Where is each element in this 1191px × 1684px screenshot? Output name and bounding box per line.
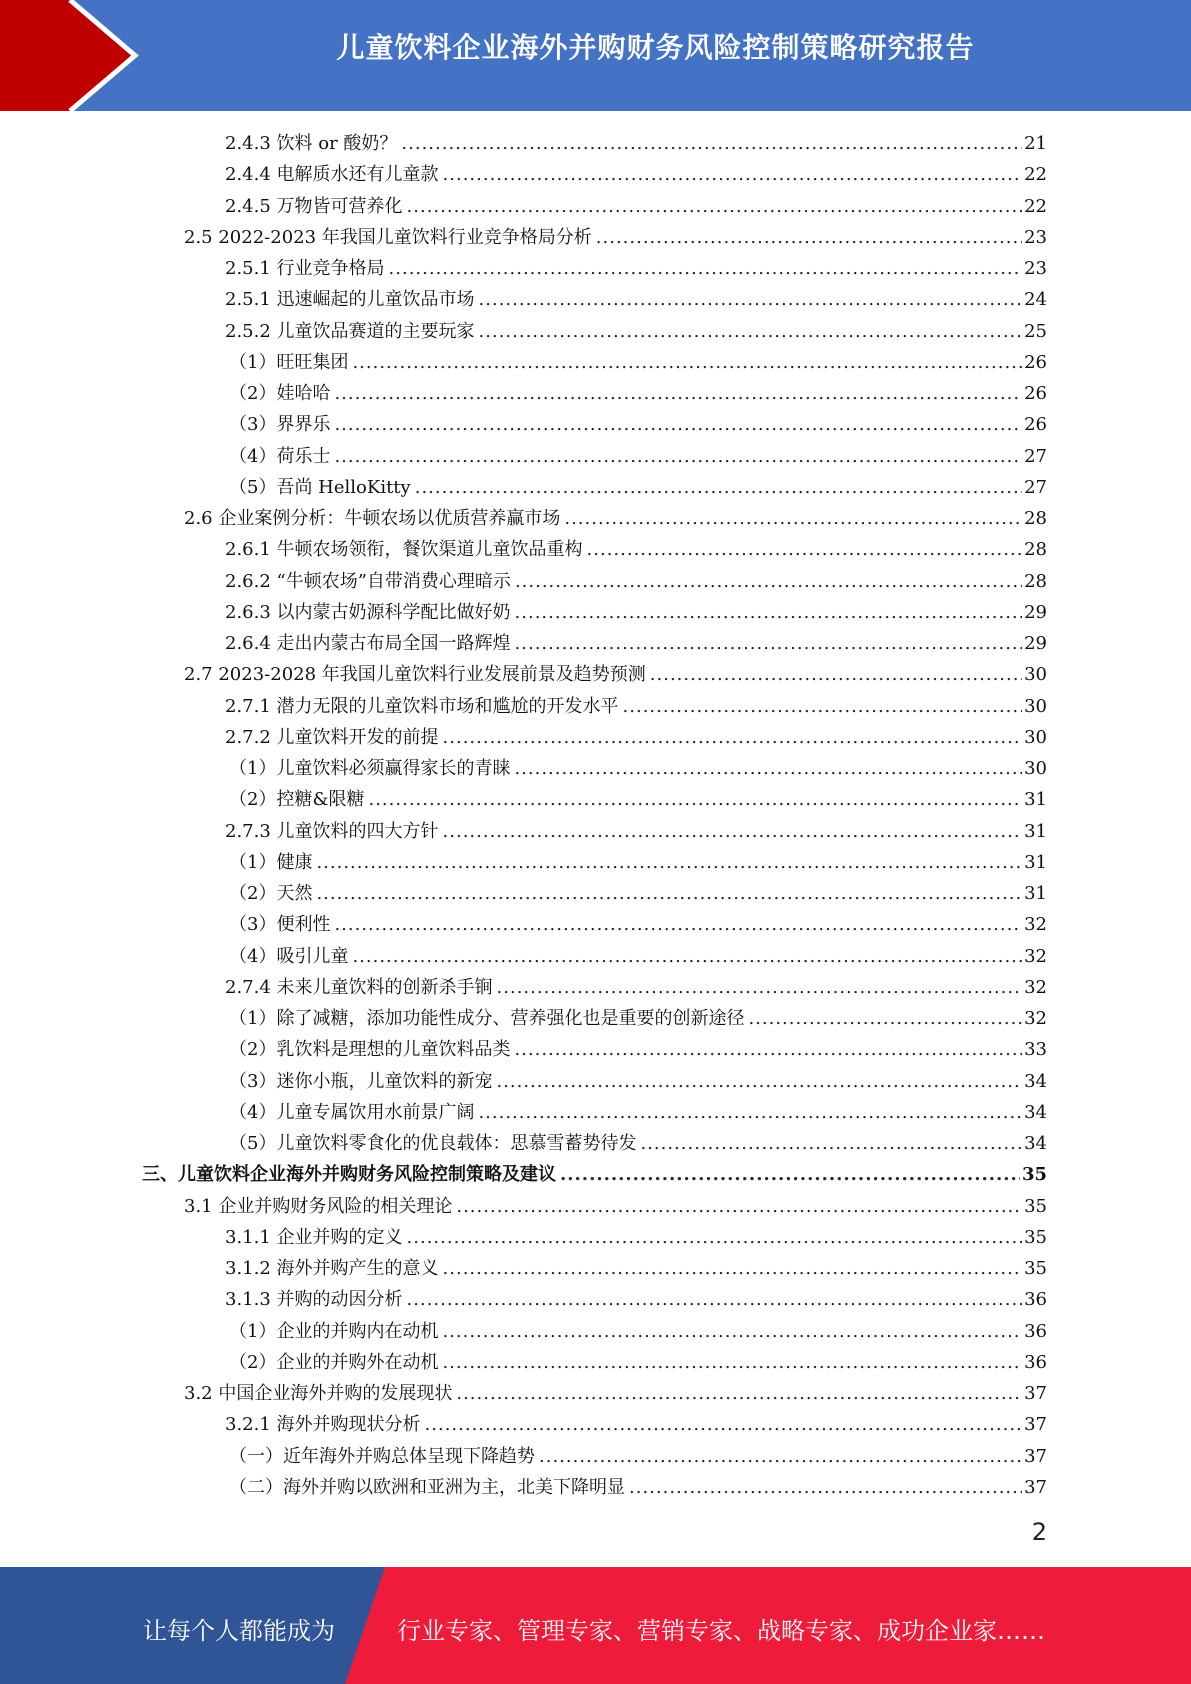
toc-entry[interactable] bbox=[0, 534, 1191, 565]
toc-entry-title: 2.7 2023-2028 年我国儿童饮料行业发展前景及趋势预测 bbox=[184, 664, 646, 686]
toc-dot-leader bbox=[496, 1066, 1022, 1097]
toc-entry[interactable] bbox=[0, 1034, 1191, 1065]
toc-entry-title: （5）吾尚 HelloKitty bbox=[229, 476, 411, 498]
toc-entry-page: 23 bbox=[1024, 226, 1047, 248]
toc-dot-leader bbox=[368, 784, 1022, 815]
toc-dot-leader bbox=[539, 1441, 1022, 1472]
toc-entry[interactable] bbox=[0, 1472, 1191, 1503]
toc-entry[interactable] bbox=[0, 878, 1191, 909]
toc-entry[interactable] bbox=[0, 847, 1191, 878]
toc-entry-line bbox=[225, 159, 1047, 190]
toc-dot-leader bbox=[623, 691, 1023, 722]
toc-dot-leader bbox=[334, 378, 1022, 409]
toc-dot-leader bbox=[478, 1097, 1022, 1128]
toc-entry-line bbox=[225, 1222, 1047, 1253]
toc-entry-page: 31 bbox=[1024, 883, 1047, 904]
toc-entry-title: 2.5 2022-2023 年我国儿童饮料行业竞争格局分析 bbox=[184, 226, 592, 248]
toc-entry[interactable] bbox=[0, 1222, 1191, 1253]
toc-entry-title: （5）儿童饮料零食化的优良载体：思慕雪蓄势待发 bbox=[229, 1133, 637, 1154]
toc-dot-leader bbox=[389, 253, 1023, 284]
toc-entry-page: 27 bbox=[1024, 476, 1047, 498]
toc-entry-line bbox=[225, 284, 1047, 315]
toc-entry-title: （1）除了减糖，添加功能性成分、营养强化也是重要的创新途径 bbox=[229, 1008, 745, 1029]
toc-entry-title: 3.2 中国企业海外并购的发展现状 bbox=[184, 1383, 453, 1404]
toc-entry-title: 2.7.2 儿童饮料开发的前提 bbox=[225, 726, 439, 748]
toc-entry-title: （一）近年海外并购总体呈现下降趋势 bbox=[229, 1445, 535, 1467]
toc-entry-page: 29 bbox=[1024, 633, 1047, 654]
toc-entry-line bbox=[229, 1034, 1047, 1065]
toc-entry[interactable] bbox=[0, 597, 1191, 628]
table-of-contents bbox=[0, 128, 1191, 1503]
toc-entry-title: （4）儿童专属饮用水前景广阔 bbox=[229, 1101, 475, 1123]
toc-dot-leader bbox=[443, 1253, 1023, 1284]
toc-entry-title: （2）娃哈哈 bbox=[229, 383, 331, 404]
toc-entry[interactable] bbox=[0, 1441, 1191, 1472]
toc-entry-page: 34 bbox=[1024, 1101, 1047, 1123]
toc-entry-line bbox=[229, 753, 1047, 784]
toc-entry-page: 35 bbox=[1024, 1226, 1047, 1248]
toc-entry-line bbox=[225, 972, 1047, 1003]
toc-entry[interactable] bbox=[0, 909, 1191, 940]
toc-dot-leader bbox=[352, 347, 1022, 378]
toc-entry-title: （1）旺旺集团 bbox=[229, 351, 349, 373]
toc-entry-line bbox=[229, 1316, 1047, 1347]
toc-entry-title: （2）企业的并购外在动机 bbox=[229, 1351, 439, 1373]
toc-entry[interactable] bbox=[0, 1128, 1191, 1159]
toc-entry-line bbox=[229, 784, 1047, 815]
toc-dot-leader bbox=[479, 316, 1023, 347]
toc-entry-line bbox=[225, 566, 1047, 597]
toc-dot-leader bbox=[456, 1191, 1022, 1222]
toc-entry[interactable] bbox=[0, 1159, 1191, 1190]
toc-dot-leader bbox=[442, 1347, 1022, 1378]
toc-entry-page: 30 bbox=[1024, 695, 1047, 717]
toc-entry[interactable] bbox=[0, 347, 1191, 378]
toc-entry-page: 28 bbox=[1024, 570, 1047, 592]
toc-entry[interactable] bbox=[0, 1284, 1191, 1315]
toc-entry-title: 2.5.1 行业竞争格局 bbox=[225, 258, 385, 279]
toc-entry-title: （2）天然 bbox=[229, 883, 313, 904]
toc-dot-leader bbox=[640, 1128, 1022, 1159]
toc-entry-title: 2.5.1 迅速崛起的儿童饮品市场 bbox=[225, 289, 475, 311]
toc-entry-title: 2.7.3 儿童饮料的四大方针 bbox=[225, 820, 439, 842]
toc-entry-page: 26 bbox=[1024, 351, 1047, 373]
toc-entry-line bbox=[184, 1191, 1047, 1222]
toc-entry-page: 24 bbox=[1024, 289, 1047, 311]
toc-entry[interactable] bbox=[0, 1409, 1191, 1440]
toc-entry[interactable] bbox=[0, 128, 1191, 159]
toc-dot-leader bbox=[479, 284, 1023, 315]
toc-entry-line bbox=[184, 659, 1047, 690]
toc-entry-page: 21 bbox=[1024, 133, 1047, 154]
toc-entry-page: 34 bbox=[1024, 1070, 1047, 1092]
toc-entry-line bbox=[225, 253, 1047, 284]
toc-entry-line bbox=[229, 941, 1047, 972]
page-footer bbox=[0, 1567, 1191, 1684]
toc-dot-leader bbox=[407, 1222, 1023, 1253]
toc-entry[interactable] bbox=[0, 1347, 1191, 1378]
toc-entry-title: 2.6.2 “牛顿农场”自带消费心理暗示 bbox=[225, 570, 511, 592]
toc-entry-title: 3.1.2 海外并购产生的意义 bbox=[225, 1258, 439, 1279]
toc-entry[interactable] bbox=[0, 409, 1191, 440]
toc-entry-page: 35 bbox=[1024, 1195, 1047, 1217]
toc-dot-leader bbox=[515, 566, 1022, 597]
toc-entry-page: 26 bbox=[1024, 414, 1047, 436]
toc-entry-line bbox=[229, 1128, 1047, 1159]
toc-entry-line bbox=[225, 1284, 1047, 1315]
toc-entry-page: 37 bbox=[1024, 1414, 1047, 1436]
toc-entry-page: 31 bbox=[1024, 851, 1047, 873]
toc-entry-title: 2.5.2 儿童饮品赛道的主要玩家 bbox=[225, 320, 475, 342]
toc-entry-line bbox=[225, 628, 1047, 659]
toc-dot-leader bbox=[560, 1159, 1020, 1190]
toc-entry-title: 2.7.1 潜力无限的儿童饮料市场和尴尬的开发水平 bbox=[225, 695, 619, 717]
toc-entry[interactable] bbox=[0, 472, 1191, 503]
toc-entry-line bbox=[229, 378, 1047, 409]
footer-slogan-left: 让每个人都能成为 bbox=[143, 1617, 335, 1645]
toc-entry-line bbox=[225, 1253, 1047, 1284]
toc-entry-page: 36 bbox=[1024, 1351, 1047, 1373]
toc-entry-page: 25 bbox=[1024, 320, 1047, 342]
toc-entry-line bbox=[229, 1097, 1047, 1128]
toc-entry-page: 33 bbox=[1024, 1039, 1047, 1061]
toc-dot-leader bbox=[442, 1316, 1022, 1347]
toc-entry[interactable] bbox=[0, 722, 1191, 753]
toc-entry[interactable] bbox=[0, 941, 1191, 972]
toc-entry-title: 2.6.3 以内蒙古奶源科学配比做好奶 bbox=[225, 601, 511, 623]
toc-dot-leader bbox=[443, 816, 1023, 847]
toc-entry[interactable] bbox=[0, 1191, 1191, 1222]
toc-entry-title: （4）吸引儿童 bbox=[229, 945, 349, 967]
toc-dot-leader bbox=[415, 472, 1022, 503]
toc-entry-title: 三、儿童饮料企业海外并购财务风险控制策略及建议 bbox=[142, 1164, 556, 1186]
toc-entry-line bbox=[184, 1378, 1047, 1409]
page-header bbox=[0, 0, 1191, 111]
toc-entry-title: 2.7.4 未来儿童饮料的创新杀手锏 bbox=[225, 976, 493, 998]
toc-entry[interactable] bbox=[0, 1316, 1191, 1347]
toc-entry-page: 36 bbox=[1024, 1289, 1047, 1311]
toc-entry-title: 2.6.1 牛顿农场领衔，餐饮渠道儿童饮品重构 bbox=[225, 539, 583, 561]
toc-entry-page: 30 bbox=[1024, 664, 1047, 686]
toc-dot-leader bbox=[596, 222, 1022, 253]
toc-entry-page: 37 bbox=[1024, 1383, 1047, 1404]
footer-slogan-right: 行业专家、管理专家、营销专家、战略专家、成功企业家…… bbox=[397, 1617, 1045, 1645]
toc-entry[interactable] bbox=[0, 441, 1191, 472]
toc-entry-line bbox=[229, 441, 1047, 472]
toc-entry[interactable] bbox=[0, 784, 1191, 815]
toc-entry[interactable] bbox=[0, 284, 1191, 315]
toc-entry-line bbox=[229, 1003, 1047, 1034]
toc-entry-title: 3.1.3 并购的动因分析 bbox=[225, 1289, 403, 1311]
toc-entry-page: 28 bbox=[1024, 508, 1047, 529]
toc-dot-leader bbox=[334, 441, 1022, 472]
toc-entry-title: 3.1 企业并购财务风险的相关理论 bbox=[184, 1195, 453, 1217]
toc-entry-title: （3）界界乐 bbox=[229, 414, 331, 436]
toc-entry-page: 37 bbox=[1024, 1476, 1047, 1498]
toc-dot-leader bbox=[564, 503, 1022, 534]
toc-dot-leader bbox=[352, 941, 1022, 972]
toc-entry-page: 37 bbox=[1024, 1445, 1047, 1467]
toc-entry-page: 26 bbox=[1024, 383, 1047, 404]
toc-entry-title: 2.4.5 万物皆可营养化 bbox=[225, 195, 403, 217]
toc-dot-leader bbox=[407, 191, 1023, 222]
toc-entry-title: 2.4.4 电解质水还有儿童款 bbox=[225, 164, 439, 186]
toc-entry[interactable] bbox=[0, 972, 1191, 1003]
toc-entry[interactable] bbox=[0, 191, 1191, 222]
report-title: 儿童饮料企业海外并购财务风险控制策略研究报告 bbox=[336, 31, 975, 64]
toc-dot-leader bbox=[629, 1472, 1022, 1503]
toc-entry-line bbox=[229, 409, 1047, 440]
toc-dot-leader bbox=[334, 909, 1022, 940]
toc-entry-title: 3.1.1 企业并购的定义 bbox=[225, 1226, 403, 1248]
toc-entry-page: 32 bbox=[1024, 914, 1047, 936]
toc-entry[interactable] bbox=[0, 222, 1191, 253]
toc-entry-page: 35 bbox=[1024, 1258, 1047, 1279]
toc-entry-page: 27 bbox=[1024, 445, 1047, 467]
header-arrow-decoration bbox=[0, 0, 160, 111]
toc-dot-leader bbox=[425, 1409, 1023, 1440]
toc-entry[interactable] bbox=[0, 816, 1191, 847]
toc-dot-leader bbox=[316, 847, 1022, 878]
toc-entry-line bbox=[225, 691, 1047, 722]
toc-entry[interactable] bbox=[0, 378, 1191, 409]
toc-dot-leader bbox=[443, 722, 1023, 753]
toc-dot-leader bbox=[334, 409, 1022, 440]
toc-dot-leader bbox=[456, 1378, 1022, 1409]
toc-dot-leader bbox=[443, 159, 1023, 190]
toc-entry-line bbox=[229, 1347, 1047, 1378]
toc-entry[interactable] bbox=[0, 316, 1191, 347]
toc-entry-page: 31 bbox=[1024, 820, 1047, 842]
toc-entry-title: （4）荷乐士 bbox=[229, 445, 331, 467]
toc-entry-title: 2.6.4 走出内蒙古布局全国一路辉煌 bbox=[225, 633, 511, 654]
toc-entry-line bbox=[225, 191, 1047, 222]
toc-entry-title: 2.4.3 饮料 or 酸奶？ bbox=[225, 133, 398, 154]
toc-entry-title: 3.2.1 海外并购现状分析 bbox=[225, 1414, 421, 1436]
toc-entry[interactable] bbox=[0, 1253, 1191, 1284]
toc-entry[interactable] bbox=[0, 159, 1191, 190]
toc-dot-leader bbox=[514, 1034, 1022, 1065]
toc-dot-leader bbox=[650, 659, 1022, 690]
toc-dot-leader bbox=[497, 972, 1023, 1003]
toc-dot-leader bbox=[515, 597, 1023, 628]
toc-entry-line bbox=[225, 1409, 1047, 1440]
toc-entry-title: （2）控糖&限糖 bbox=[229, 789, 365, 811]
toc-entry-page: 22 bbox=[1024, 195, 1047, 217]
toc-dot-leader bbox=[316, 878, 1022, 909]
toc-entry[interactable] bbox=[0, 691, 1191, 722]
toc-entry-title: （3）便利性 bbox=[229, 914, 331, 936]
toc-entry-line bbox=[225, 128, 1047, 159]
toc-entry-page: 23 bbox=[1024, 258, 1047, 279]
toc-dot-leader bbox=[748, 1003, 1022, 1034]
toc-dot-leader bbox=[515, 628, 1023, 659]
toc-entry[interactable] bbox=[0, 753, 1191, 784]
toc-entry-line bbox=[225, 816, 1047, 847]
toc-entry-page: 35 bbox=[1021, 1164, 1047, 1186]
toc-entry-page: 31 bbox=[1024, 789, 1047, 811]
toc-entry-line bbox=[229, 347, 1047, 378]
toc-entry[interactable] bbox=[0, 659, 1191, 690]
toc-entry-line bbox=[142, 1159, 1047, 1190]
toc-entry[interactable] bbox=[0, 253, 1191, 284]
page-number: 2 bbox=[1031, 1518, 1047, 1546]
toc-entry-line bbox=[229, 878, 1047, 909]
toc-entry-page: 34 bbox=[1024, 1133, 1047, 1154]
toc-entry-page: 32 bbox=[1024, 945, 1047, 967]
toc-entry-title: （3）迷你小瓶，儿童饮料的新宠 bbox=[229, 1070, 493, 1092]
toc-entry-line bbox=[229, 847, 1047, 878]
toc-entry-page: 28 bbox=[1024, 539, 1047, 561]
toc-entry-title: （二）海外并购以欧洲和亚洲为主，北美下降明显 bbox=[229, 1476, 625, 1498]
toc-entry[interactable] bbox=[0, 628, 1191, 659]
toc-entry-line bbox=[229, 1441, 1047, 1472]
toc-entry-page: 32 bbox=[1024, 976, 1047, 998]
toc-entry-page: 29 bbox=[1024, 601, 1047, 623]
toc-dot-leader bbox=[401, 128, 1022, 159]
toc-entry-line bbox=[229, 472, 1047, 503]
toc-entry-page: 30 bbox=[1024, 726, 1047, 748]
toc-entry-title: （1）健康 bbox=[229, 851, 313, 873]
toc-entry-line bbox=[225, 597, 1047, 628]
toc-entry-title: （1）儿童饮料必须赢得家长的青睐 bbox=[229, 758, 511, 779]
toc-entry-page: 22 bbox=[1024, 164, 1047, 186]
toc-entry[interactable] bbox=[0, 1003, 1191, 1034]
toc-entry[interactable] bbox=[0, 1097, 1191, 1128]
toc-entry-page: 30 bbox=[1024, 758, 1047, 779]
toc-entry[interactable] bbox=[0, 503, 1191, 534]
toc-entry-title: （2）乳饮料是理想的儿童饮料品类 bbox=[229, 1039, 511, 1061]
toc-entry[interactable] bbox=[0, 1378, 1191, 1409]
toc-dot-leader bbox=[407, 1284, 1023, 1315]
toc-entry-line bbox=[225, 534, 1047, 565]
toc-entry-line bbox=[184, 503, 1047, 534]
toc-entry-line bbox=[229, 909, 1047, 940]
toc-entry-line bbox=[229, 1472, 1047, 1503]
toc-entry-line bbox=[225, 722, 1047, 753]
toc-entry[interactable] bbox=[0, 1066, 1191, 1097]
toc-dot-leader bbox=[587, 534, 1023, 565]
toc-entry-page: 36 bbox=[1024, 1320, 1047, 1342]
toc-entry[interactable] bbox=[0, 566, 1191, 597]
toc-entry-line bbox=[229, 1066, 1047, 1097]
toc-dot-leader bbox=[514, 753, 1022, 784]
toc-entry-line bbox=[225, 316, 1047, 347]
toc-entry-page: 32 bbox=[1024, 1008, 1047, 1029]
toc-entry-title: 2.6 企业案例分析：牛顿农场以优质营养赢市场 bbox=[184, 508, 561, 529]
toc-entry-title: （1）企业的并购内在动机 bbox=[229, 1320, 439, 1342]
toc-entry-line bbox=[184, 222, 1047, 253]
